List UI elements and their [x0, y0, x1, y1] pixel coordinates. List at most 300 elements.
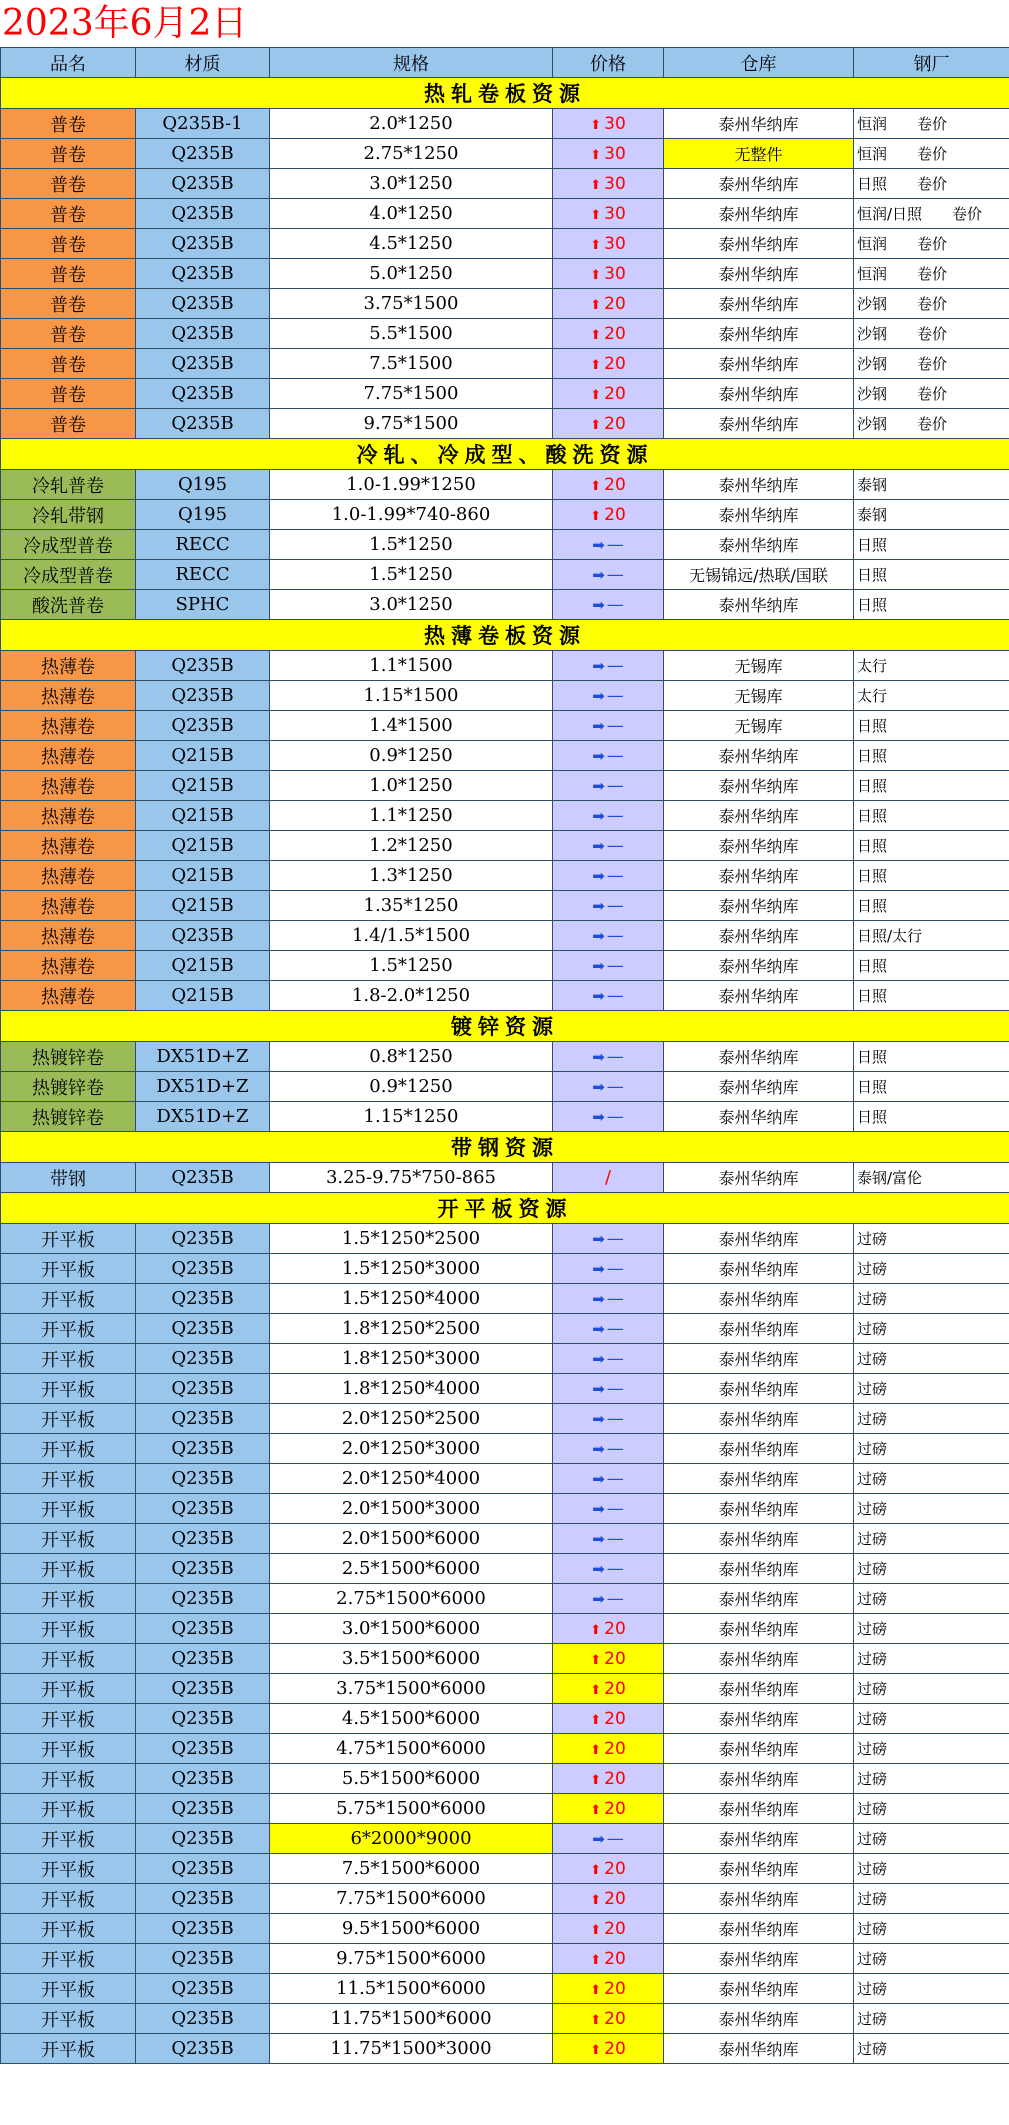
- warehouse-cell: 泰州华纳库: [664, 1824, 854, 1854]
- material-cell: Q215B: [136, 861, 270, 891]
- product-name-cell: 开平板: [1, 1554, 136, 1584]
- table-row: [1, 1554, 1009, 1584]
- table-row: [1, 229, 1009, 259]
- table-row: [1, 1254, 1009, 1284]
- warehouse-cell: 泰州华纳库: [664, 530, 854, 560]
- material-cell: Q235B: [136, 409, 270, 439]
- price-cell: [553, 831, 664, 861]
- mill-cell: 过磅: [854, 1584, 1009, 1614]
- price-cell: [553, 1884, 664, 1914]
- material-cell: Q235B: [136, 1374, 270, 1404]
- material-cell: Q235B: [136, 1704, 270, 1734]
- spec-cell: 1.8*1250*3000: [270, 1344, 553, 1374]
- price-cell: [553, 1704, 664, 1734]
- warehouse-cell: 泰州华纳库: [664, 1644, 854, 1674]
- product-name-cell: 酸洗普卷: [1, 590, 136, 620]
- product-name-cell: 普卷: [1, 319, 136, 349]
- price-change-value: 20: [604, 1649, 626, 1669]
- product-name-cell: 开平板: [1, 1884, 136, 1914]
- header-mill: 钢厂: [854, 48, 1009, 78]
- mill-cell: 过磅: [854, 1524, 1009, 1554]
- section-header: [1, 1193, 1009, 1224]
- warehouse-cell: 泰州华纳库: [664, 1494, 854, 1524]
- arrow-up-icon: ⬆: [590, 268, 602, 283]
- spec-cell: 3.0*1500*6000: [270, 1614, 553, 1644]
- arrow-right-icon: ➡: [592, 1410, 605, 1428]
- product-name-cell: 冷轧普卷: [1, 470, 136, 500]
- arrow-up-icon: ⬆: [590, 479, 602, 494]
- arrow-up-icon: ⬆: [590, 1623, 602, 1638]
- header-name: 品名: [1, 48, 136, 78]
- table-row: [1, 470, 1009, 500]
- arrow-up-icon: ⬆: [590, 238, 602, 253]
- price-change-value: —: [606, 1499, 624, 1519]
- price-cell: [553, 1614, 664, 1644]
- warehouse-cell: 泰州华纳库: [664, 741, 854, 771]
- warehouse-cell: 泰州华纳库: [664, 500, 854, 530]
- material-cell: Q235B: [136, 169, 270, 199]
- price-change-value: —: [606, 1047, 624, 1067]
- arrow-up-icon: ⬆: [590, 1713, 602, 1728]
- product-name-cell: 开平板: [1, 1854, 136, 1884]
- material-cell: Q235B: [136, 1764, 270, 1794]
- mill-cell: 过磅: [854, 1734, 1009, 1764]
- header-price: 价格: [553, 48, 664, 78]
- product-name-cell: 开平板: [1, 1404, 136, 1434]
- warehouse-cell: 泰州华纳库: [664, 1102, 854, 1132]
- price-cell: [553, 1102, 664, 1132]
- price-cell: [553, 199, 664, 229]
- material-cell: Q235B: [136, 1644, 270, 1674]
- warehouse-cell: 泰州华纳库: [664, 2034, 854, 2064]
- mill-cell: 过磅: [854, 1284, 1009, 1314]
- price-change-value: —: [606, 716, 624, 736]
- warehouse-cell: 泰州华纳库: [664, 1284, 854, 1314]
- material-cell: Q235B: [136, 319, 270, 349]
- table-row: [1, 1284, 1009, 1314]
- price-change-value: —: [606, 836, 624, 856]
- spec-cell: 3.0*1250: [270, 590, 553, 620]
- warehouse-cell: 泰州华纳库: [664, 1314, 854, 1344]
- spec-cell: 11.75*1500*6000: [270, 2004, 553, 2034]
- price-change-value: —: [606, 1469, 624, 1489]
- spec-cell: 3.25-9.75*750-865: [270, 1163, 553, 1193]
- warehouse-cell: 泰州华纳库: [664, 921, 854, 951]
- material-cell: Q235B: [136, 1254, 270, 1284]
- spec-cell: 11.75*1500*3000: [270, 2034, 553, 2064]
- table-row: [1, 199, 1009, 229]
- price-cell: [553, 590, 664, 620]
- table-row: [1, 500, 1009, 530]
- price-change-value: —: [606, 986, 624, 1006]
- table-row: [1, 1764, 1009, 1794]
- mill-cell: 日照: [854, 741, 1009, 771]
- warehouse-cell: 无锡锦远/热联/国联: [664, 560, 854, 590]
- price-change-value: —: [606, 806, 624, 826]
- product-name-cell: 开平板: [1, 1914, 136, 1944]
- material-cell: Q235B: [136, 1794, 270, 1824]
- price-change-value: —: [606, 535, 624, 555]
- table-row: [1, 1163, 1009, 1193]
- arrow-right-icon: ➡: [592, 957, 605, 975]
- product-name-cell: 开平板: [1, 1764, 136, 1794]
- mill-cell: 泰钢/富伦: [854, 1163, 1009, 1193]
- table-row: [1, 1824, 1009, 1854]
- warehouse-cell: 泰州华纳库: [664, 1554, 854, 1584]
- spec-cell: 2.0*1250*2500: [270, 1404, 553, 1434]
- warehouse-cell: 泰州华纳库: [664, 590, 854, 620]
- arrow-up-icon: ⬆: [590, 118, 602, 133]
- material-cell: SPHC: [136, 590, 270, 620]
- arrow-right-icon: ➡: [592, 1470, 605, 1488]
- material-cell: Q235B: [136, 1884, 270, 1914]
- table-row: [1, 1794, 1009, 1824]
- arrow-right-icon: ➡: [592, 657, 605, 675]
- material-cell: Q235B-1: [136, 109, 270, 139]
- table-row: [1, 530, 1009, 560]
- product-name-cell: 开平板: [1, 2004, 136, 2034]
- arrow-right-icon: ➡: [592, 1350, 605, 1368]
- spec-cell: 2.0*1250*4000: [270, 1464, 553, 1494]
- material-cell: Q235B: [136, 1494, 270, 1524]
- arrow-right-icon: ➡: [592, 717, 605, 735]
- section-header: [1, 620, 1009, 651]
- mill-cell: 过磅: [854, 1644, 1009, 1674]
- material-cell: Q235B: [136, 1464, 270, 1494]
- table-row: [1, 379, 1009, 409]
- price-cell: [553, 1794, 664, 1824]
- material-cell: Q215B: [136, 831, 270, 861]
- mill-cell: 过磅: [854, 1704, 1009, 1734]
- arrow-right-icon: ➡: [592, 1440, 605, 1458]
- price-change-value: —: [606, 866, 624, 886]
- material-cell: Q215B: [136, 981, 270, 1011]
- mill-cell: 日照: [854, 590, 1009, 620]
- warehouse-cell: 无整件: [664, 139, 854, 169]
- spec-cell: 7.5*1500*6000: [270, 1854, 553, 1884]
- spec-cell: 1.8*1250*4000: [270, 1374, 553, 1404]
- product-name-cell: 开平板: [1, 1464, 136, 1494]
- product-name-cell: 普卷: [1, 349, 136, 379]
- material-cell: Q235B: [136, 2004, 270, 2034]
- price-change-value: —: [606, 656, 624, 676]
- price-cell: [553, 530, 664, 560]
- spec-cell: 2.0*1250: [270, 109, 553, 139]
- mill-cell: 沙钢 卷价: [854, 319, 1009, 349]
- warehouse-cell: 泰州华纳库: [664, 1614, 854, 1644]
- price-change-value: —: [606, 1379, 624, 1399]
- mill-cell: 过磅: [854, 1374, 1009, 1404]
- arrow-up-icon: ⬆: [590, 2013, 602, 2028]
- table-row: [1, 1434, 1009, 1464]
- table-row: [1, 891, 1009, 921]
- price-cell: [553, 1764, 664, 1794]
- material-cell: Q235B: [136, 1914, 270, 1944]
- price-change-value: —: [606, 1077, 624, 1097]
- mill-cell: 太行: [854, 651, 1009, 681]
- table-row: [1, 1974, 1009, 2004]
- mill-cell: 沙钢 卷价: [854, 289, 1009, 319]
- arrow-right-icon: ➡: [592, 596, 605, 614]
- mill-cell: 过磅: [854, 1224, 1009, 1254]
- warehouse-cell: 泰州华纳库: [664, 1734, 854, 1764]
- price-change-value: 30: [604, 234, 626, 254]
- price-change-value: —: [606, 1589, 624, 1609]
- mill-cell: 日照: [854, 1072, 1009, 1102]
- mill-cell: 过磅: [854, 1254, 1009, 1284]
- price-cell: [553, 289, 664, 319]
- material-cell: Q235B: [136, 1284, 270, 1314]
- warehouse-cell: 泰州华纳库: [664, 1674, 854, 1704]
- price-cell: [553, 470, 664, 500]
- price-change-value: 20: [604, 384, 626, 404]
- price-cell: [553, 259, 664, 289]
- table-row: [1, 681, 1009, 711]
- spec-cell: 9.5*1500*6000: [270, 1914, 553, 1944]
- table-row: [1, 1854, 1009, 1884]
- spec-cell: 1.4*1500: [270, 711, 553, 741]
- price-cell: [553, 1824, 664, 1854]
- table-row: [1, 590, 1009, 620]
- price-cell: [553, 1494, 664, 1524]
- spec-cell: 7.75*1500: [270, 379, 553, 409]
- price-change-value: 30: [604, 114, 626, 134]
- mill-cell: 过磅: [854, 1404, 1009, 1434]
- product-name-cell: 热镀锌卷: [1, 1072, 136, 1102]
- arrow-right-icon: ➡: [592, 1530, 605, 1548]
- table-row: [1, 771, 1009, 801]
- spec-cell: 1.5*1250: [270, 560, 553, 590]
- arrow-right-icon: ➡: [592, 897, 605, 915]
- product-name-cell: 热镀锌卷: [1, 1042, 136, 1072]
- table-row: [1, 1704, 1009, 1734]
- spec-cell: 1.8-2.0*1250: [270, 981, 553, 1011]
- arrow-up-icon: ⬆: [590, 358, 602, 373]
- mill-cell: 过磅: [854, 1554, 1009, 1584]
- arrow-right-icon: ➡: [592, 1290, 605, 1308]
- product-name-cell: 普卷: [1, 379, 136, 409]
- material-cell: Q235B: [136, 1554, 270, 1584]
- material-cell: Q235B: [136, 711, 270, 741]
- product-name-cell: 开平板: [1, 1284, 136, 1314]
- section-title: 带钢资源: [1, 1132, 1009, 1163]
- warehouse-cell: 泰州华纳库: [664, 1464, 854, 1494]
- warehouse-cell: 泰州华纳库: [664, 199, 854, 229]
- mill-cell: 泰钢: [854, 500, 1009, 530]
- section-title: 镀锌资源: [1, 1011, 1009, 1042]
- warehouse-cell: 泰州华纳库: [664, 1404, 854, 1434]
- material-cell: Q235B: [136, 1944, 270, 1974]
- spec-cell: 11.5*1500*6000: [270, 1974, 553, 2004]
- material-cell: DX51D+Z: [136, 1102, 270, 1132]
- price-change-value: —: [606, 1439, 624, 1459]
- price-change-value: 20: [604, 2039, 626, 2059]
- product-name-cell: 热薄卷: [1, 771, 136, 801]
- warehouse-cell: 泰州华纳库: [664, 1704, 854, 1734]
- product-name-cell: 热薄卷: [1, 981, 136, 1011]
- price-cell: [553, 891, 664, 921]
- table-row: [1, 651, 1009, 681]
- material-cell: Q235B: [136, 681, 270, 711]
- price-cell: [553, 921, 664, 951]
- arrow-right-icon: ➡: [592, 1590, 605, 1608]
- product-name-cell: 开平板: [1, 1524, 136, 1554]
- price-cell: [553, 1344, 664, 1374]
- price-cell: [553, 229, 664, 259]
- arrow-up-icon: ⬆: [590, 418, 602, 433]
- spec-cell: 3.5*1500*6000: [270, 1644, 553, 1674]
- table-row: [1, 981, 1009, 1011]
- mill-cell: 过磅: [854, 1674, 1009, 1704]
- product-name-cell: 普卷: [1, 259, 136, 289]
- mill-cell: 沙钢 卷价: [854, 379, 1009, 409]
- spec-cell: 1.5*1250: [270, 530, 553, 560]
- material-cell: Q235B: [136, 1854, 270, 1884]
- price-change-value: 20: [604, 354, 626, 374]
- material-cell: Q235B: [136, 1434, 270, 1464]
- table-row: [1, 1102, 1009, 1132]
- price-change-value: 20: [604, 1739, 626, 1759]
- spec-cell: 2.75*1250: [270, 139, 553, 169]
- mill-cell: 恒润 卷价: [854, 109, 1009, 139]
- price-cell: [553, 1254, 664, 1284]
- price-cell: [553, 1374, 664, 1404]
- table-row: [1, 1314, 1009, 1344]
- spec-cell: 1.0-1.99*740-860: [270, 500, 553, 530]
- table-row: [1, 1644, 1009, 1674]
- table-row: [1, 1494, 1009, 1524]
- price-cell: [553, 951, 664, 981]
- mill-cell: 过磅: [854, 2034, 1009, 2064]
- spec-cell: 3.75*1500*6000: [270, 1674, 553, 1704]
- spec-cell: 3.75*1500: [270, 289, 553, 319]
- warehouse-cell: 泰州华纳库: [664, 1974, 854, 2004]
- table-row: [1, 1884, 1009, 1914]
- material-cell: Q235B: [136, 1224, 270, 1254]
- table-row: [1, 1374, 1009, 1404]
- section-title: 开平板资源: [1, 1193, 1009, 1224]
- price-change-value: —: [606, 1229, 624, 1249]
- product-name-cell: 普卷: [1, 229, 136, 259]
- spec-cell: 9.75*1500*6000: [270, 1944, 553, 1974]
- arrow-right-icon: ➡: [592, 1048, 605, 1066]
- spec-cell: 5.5*1500*6000: [270, 1764, 553, 1794]
- arrow-right-icon: ➡: [592, 927, 605, 945]
- warehouse-cell: 泰州华纳库: [664, 2004, 854, 2034]
- table-row: [1, 861, 1009, 891]
- arrow-right-icon: ➡: [592, 1830, 605, 1848]
- section-header: [1, 1011, 1009, 1042]
- arrow-right-icon: ➡: [592, 687, 605, 705]
- arrow-up-icon: ⬆: [590, 1803, 602, 1818]
- product-name-cell: 普卷: [1, 169, 136, 199]
- material-cell: Q235B: [136, 651, 270, 681]
- spec-cell: 0.8*1250: [270, 1042, 553, 1072]
- mill-cell: 太行: [854, 681, 1009, 711]
- warehouse-cell: 泰州华纳库: [664, 1584, 854, 1614]
- mill-cell: 过磅: [854, 1764, 1009, 1794]
- price-change-value: —: [606, 746, 624, 766]
- table-row: [1, 1944, 1009, 1974]
- product-name-cell: 热薄卷: [1, 711, 136, 741]
- warehouse-cell: 泰州华纳库: [664, 1944, 854, 1974]
- price-change-value: 20: [604, 1709, 626, 1729]
- product-name-cell: 开平板: [1, 1974, 136, 2004]
- section-header: [1, 439, 1009, 470]
- material-cell: Q235B: [136, 1404, 270, 1434]
- material-cell: Q195: [136, 470, 270, 500]
- price-change-value: /: [604, 1167, 612, 1188]
- warehouse-cell: 泰州华纳库: [664, 801, 854, 831]
- price-cell: [553, 741, 664, 771]
- warehouse-cell: 无锡库: [664, 681, 854, 711]
- mill-cell: 日照: [854, 861, 1009, 891]
- table-body: [1, 48, 1009, 2064]
- material-cell: Q235B: [136, 1734, 270, 1764]
- price-change-value: —: [606, 776, 624, 796]
- product-name-cell: 冷成型普卷: [1, 560, 136, 590]
- warehouse-cell: 泰州华纳库: [664, 1072, 854, 1102]
- price-cell: [553, 1404, 664, 1434]
- material-cell: Q195: [136, 500, 270, 530]
- price-cell: [553, 1644, 664, 1674]
- arrow-up-icon: ⬆: [590, 1653, 602, 1668]
- table-row: [1, 259, 1009, 289]
- product-name-cell: 普卷: [1, 139, 136, 169]
- material-cell: Q235B: [136, 1524, 270, 1554]
- mill-cell: 过磅: [854, 1974, 1009, 2004]
- material-cell: Q215B: [136, 951, 270, 981]
- table-row: [1, 409, 1009, 439]
- warehouse-cell: 泰州华纳库: [664, 319, 854, 349]
- spec-cell: 7.75*1500*6000: [270, 1884, 553, 1914]
- section-header: [1, 78, 1009, 109]
- product-name-cell: 热薄卷: [1, 651, 136, 681]
- warehouse-cell: 泰州华纳库: [664, 951, 854, 981]
- warehouse-cell: 泰州华纳库: [664, 1254, 854, 1284]
- arrow-right-icon: ➡: [592, 987, 605, 1005]
- material-cell: Q235B: [136, 379, 270, 409]
- price-cell: [553, 801, 664, 831]
- material-cell: Q235B: [136, 1163, 270, 1193]
- price-change-value: 20: [604, 294, 626, 314]
- arrow-right-icon: ➡: [592, 807, 605, 825]
- product-name-cell: 带钢: [1, 1163, 136, 1193]
- spec-cell: 2.0*1250*3000: [270, 1434, 553, 1464]
- price-change-value: 20: [604, 324, 626, 344]
- mill-cell: 日照: [854, 891, 1009, 921]
- spec-cell: 2.5*1500*6000: [270, 1554, 553, 1584]
- product-name-cell: 热镀锌卷: [1, 1102, 136, 1132]
- mill-cell: 恒润 卷价: [854, 259, 1009, 289]
- table-row: [1, 109, 1009, 139]
- section-title: 冷轧、冷成型、酸洗资源: [1, 439, 1009, 470]
- header-spec: 规格: [270, 48, 553, 78]
- warehouse-cell: 泰州华纳库: [664, 1434, 854, 1464]
- material-cell: Q235B: [136, 199, 270, 229]
- arrow-right-icon: ➡: [592, 1500, 605, 1518]
- price-change-value: —: [606, 1107, 624, 1127]
- mill-cell: 过磅: [854, 1884, 1009, 1914]
- price-change-value: 20: [604, 1619, 626, 1639]
- arrow-right-icon: ➡: [592, 1380, 605, 1398]
- arrow-up-icon: ⬆: [590, 178, 602, 193]
- spec-cell: 2.0*1500*6000: [270, 1524, 553, 1554]
- product-name-cell: 开平板: [1, 1824, 136, 1854]
- product-name-cell: 开平板: [1, 1704, 136, 1734]
- price-change-value: —: [606, 1349, 624, 1369]
- warehouse-cell: 泰州华纳库: [664, 1042, 854, 1072]
